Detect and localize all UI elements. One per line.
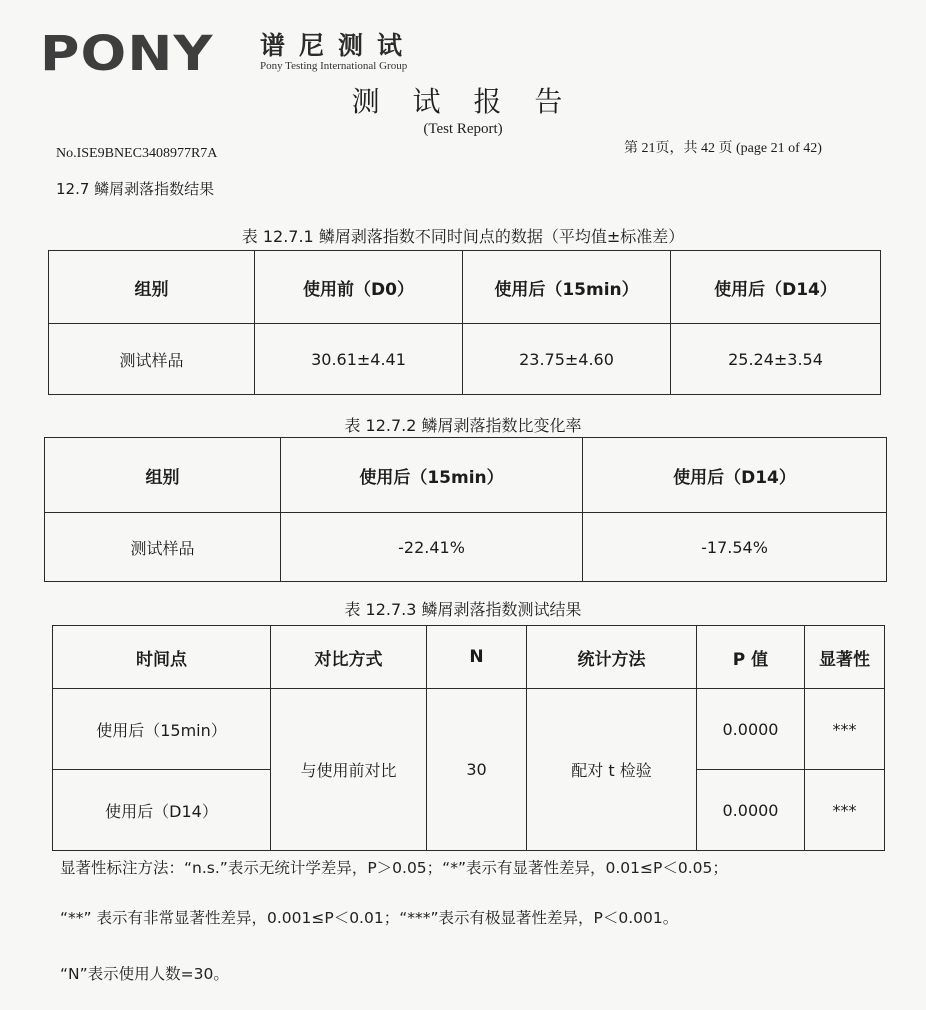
table3-header: N <box>427 626 527 689</box>
table-row <box>45 513 887 582</box>
report-title: 测 试 报 告 <box>351 85 575 118</box>
table2-caption: 表 12.7.2 鳞屑剥落指数比变化率 <box>344 416 582 435</box>
table3-p-value: 0.0000 <box>697 770 805 851</box>
table3-timepoint: 使用后（D14） <box>53 770 271 851</box>
table1-cell: 25.24±3.54 <box>671 324 881 395</box>
table3-header: 对比方式 <box>271 626 427 689</box>
report-number: No.ISE9BNEC3408977R7A <box>56 146 218 161</box>
table2-cell: -22.41% <box>281 513 583 582</box>
table3-comparison: 与使用前对比 <box>271 689 427 851</box>
table1-caption: 表 12.7.1 鳞屑剥落指数不同时间点的数据（平均值±标准差） <box>241 227 685 246</box>
table2 <box>44 437 887 582</box>
table3-timepoint: 使用后（15min） <box>53 689 271 770</box>
table1-header: 使用后（15min） <box>463 251 671 324</box>
company-name-cn: 谱尼测试 <box>260 31 417 60</box>
table1-cell: 23.75±4.60 <box>463 324 671 395</box>
table3-p-value: 0.0000 <box>697 689 805 770</box>
sample-size-note: “N”表示使用人数=30。 <box>60 965 229 983</box>
table3-header-row <box>53 626 885 689</box>
company-logo: PONY <box>40 26 214 82</box>
table-row <box>53 689 885 770</box>
table2-cell: 测试样品 <box>45 513 281 582</box>
table3-header: 统计方法 <box>527 626 697 689</box>
table3 <box>52 625 885 851</box>
table3-significance: *** <box>805 689 885 770</box>
table3-header: P 值 <box>697 626 805 689</box>
report-title-en: (Test Report) <box>423 121 503 137</box>
table3-header: 时间点 <box>53 626 271 689</box>
section-title: 12.7 鳞屑剥落指数结果 <box>56 180 215 198</box>
table2-header: 使用后（D14） <box>583 438 887 513</box>
table3-method: 配对 t 检验 <box>527 689 697 851</box>
table3-n: 30 <box>427 689 527 851</box>
table1-header-row <box>49 251 881 324</box>
table1-header: 使用前（D0） <box>255 251 463 324</box>
table1-header: 组别 <box>49 251 255 324</box>
table-row <box>49 324 881 395</box>
significance-note: 显著性标注方法：“n.s.”表示无统计学差异，P＞0.05；“*”表示有显著性差异，0.01≤P＜0.05； <box>60 859 728 877</box>
table1-header: 使用后（D14） <box>671 251 881 324</box>
table1 <box>48 250 881 395</box>
table3-header: 显著性 <box>805 626 885 689</box>
page-info: 第 21页，共 42 页 (page 21 of 42) <box>624 141 822 156</box>
table1-cell: 测试样品 <box>49 324 255 395</box>
significance-note: “**” 表示有非常显著性差异，0.001≤P＜0.01；“***”表示有极显著性差异，P＜0.001。 <box>60 909 679 927</box>
table3-caption: 表 12.7.3 鳞屑剥落指数测试结果 <box>344 600 582 619</box>
table2-header-row <box>45 438 887 513</box>
company-name-en: Pony Testing International Group <box>260 60 408 72</box>
table2-cell: -17.54% <box>583 513 887 582</box>
table3-significance: *** <box>805 770 885 851</box>
table1-cell: 30.61±4.41 <box>255 324 463 395</box>
table2-header: 使用后（15min） <box>281 438 583 513</box>
table2-header: 组别 <box>45 438 281 513</box>
